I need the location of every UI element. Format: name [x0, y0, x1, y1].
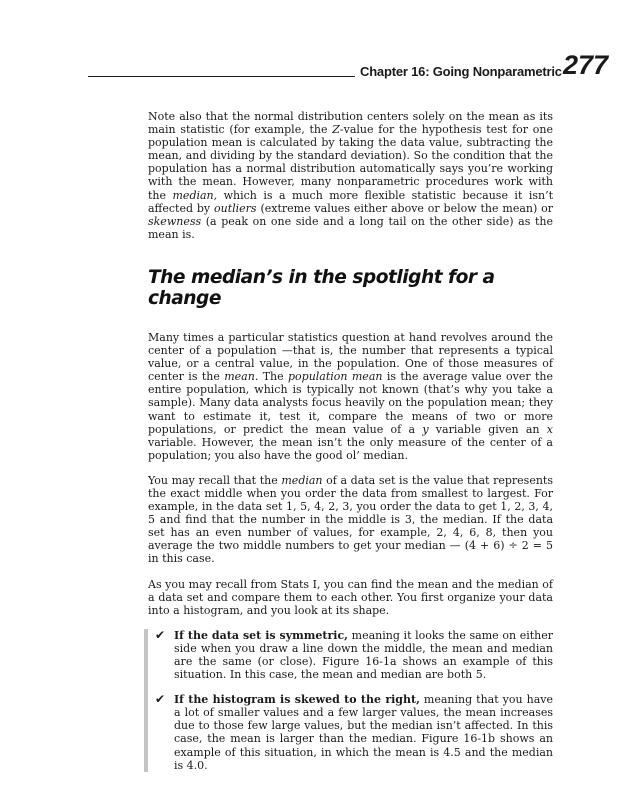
- bullet-skewed-right: ✔ If the histogram is skewed to the right, meaning that you have a lot of smaller values and a few larger values, the mean increases due to those few large values, but the median isn’t affected. In this case, the mean is larger than the median. Figure 16-1b shows an example of this situation, in which the mean is 4.5 and the median is 4.0.: [155, 692, 553, 772]
- page-number: 277: [563, 50, 609, 80]
- page-body: [148, 110, 553, 772]
- section-heading: The median’s in the spotlight for a change: [148, 266, 495, 309]
- bullet-list: [144, 629, 553, 772]
- bullet-symmetric: ✔ If the data set is symmetric, meaning it looks the same on either side when you draw a line down the middle, the mean and median are the same (or close). Figure 16-1a shows an example of this situation. In this case, the mean and median are both 5.: [155, 627, 553, 682]
- paragraph-histogram-intro: As you may recall from Stats I, you can find the mean and the median of a data set and compare them to each other. You first organize your data into a histogram, and you look at its shape.: [148, 577, 553, 617]
- paragraph-median-definition: You may recall that the median of a data set is the value that represents the exact middle when you order the data from smallest to largest. For example, in the data set 1, 5, 4, 2, 3, you order the data to get 1, 2, 3, 4, 5 and find that the number in the middle is 3, the median. If the data set has an even number of values, for example, 2, 4, 6, 8, then you average the two middle numbers to get your median — (4 + 6) ÷ 2 = 5 in this case.: [148, 473, 553, 566]
- check-icon: ✔: [155, 627, 166, 642]
- paragraph-normal-distribution: Note also that the normal distribution centers solely on the mean as its main statistic (for example, the Z-value for the hypothesis test for one population mean is calculated by taking the data value, subtracting the mean, and dividing by the standard deviation). So the condition that the population has a normal distribution automatically says you’re working with the mean. However, many nonparametric procedures work with the median, which is a much more flexible statistic because it isn’t affected by outliers (extreme values either above or below the mean) or skewness (a peak on one side and a long tail on the other side) as the mean is.: [148, 110, 554, 241]
- paragraph-center-of-population: Many times a particular statistics question at hand revolves around the center of a population —that is, the number that represents a typical value, or a central value, in the population. One of those measures of center is the mean. The population mean is the average value over the entire population, which is typically not known (that’s why you take a sample). Many data analysts focus heavily on the population mean; they want to estimate it, test it, compare the means of two or more populations, or predict the mean value of a y variable given an x variable. However, the mean isn’t the only measure of the center of a population; you also have the good ol’ median.: [148, 330, 553, 462]
- running-header-chapter: Chapter 16: Going Nonparametric: [360, 64, 562, 79]
- header-rule: [88, 76, 355, 77]
- check-icon: ✔: [155, 692, 166, 707]
